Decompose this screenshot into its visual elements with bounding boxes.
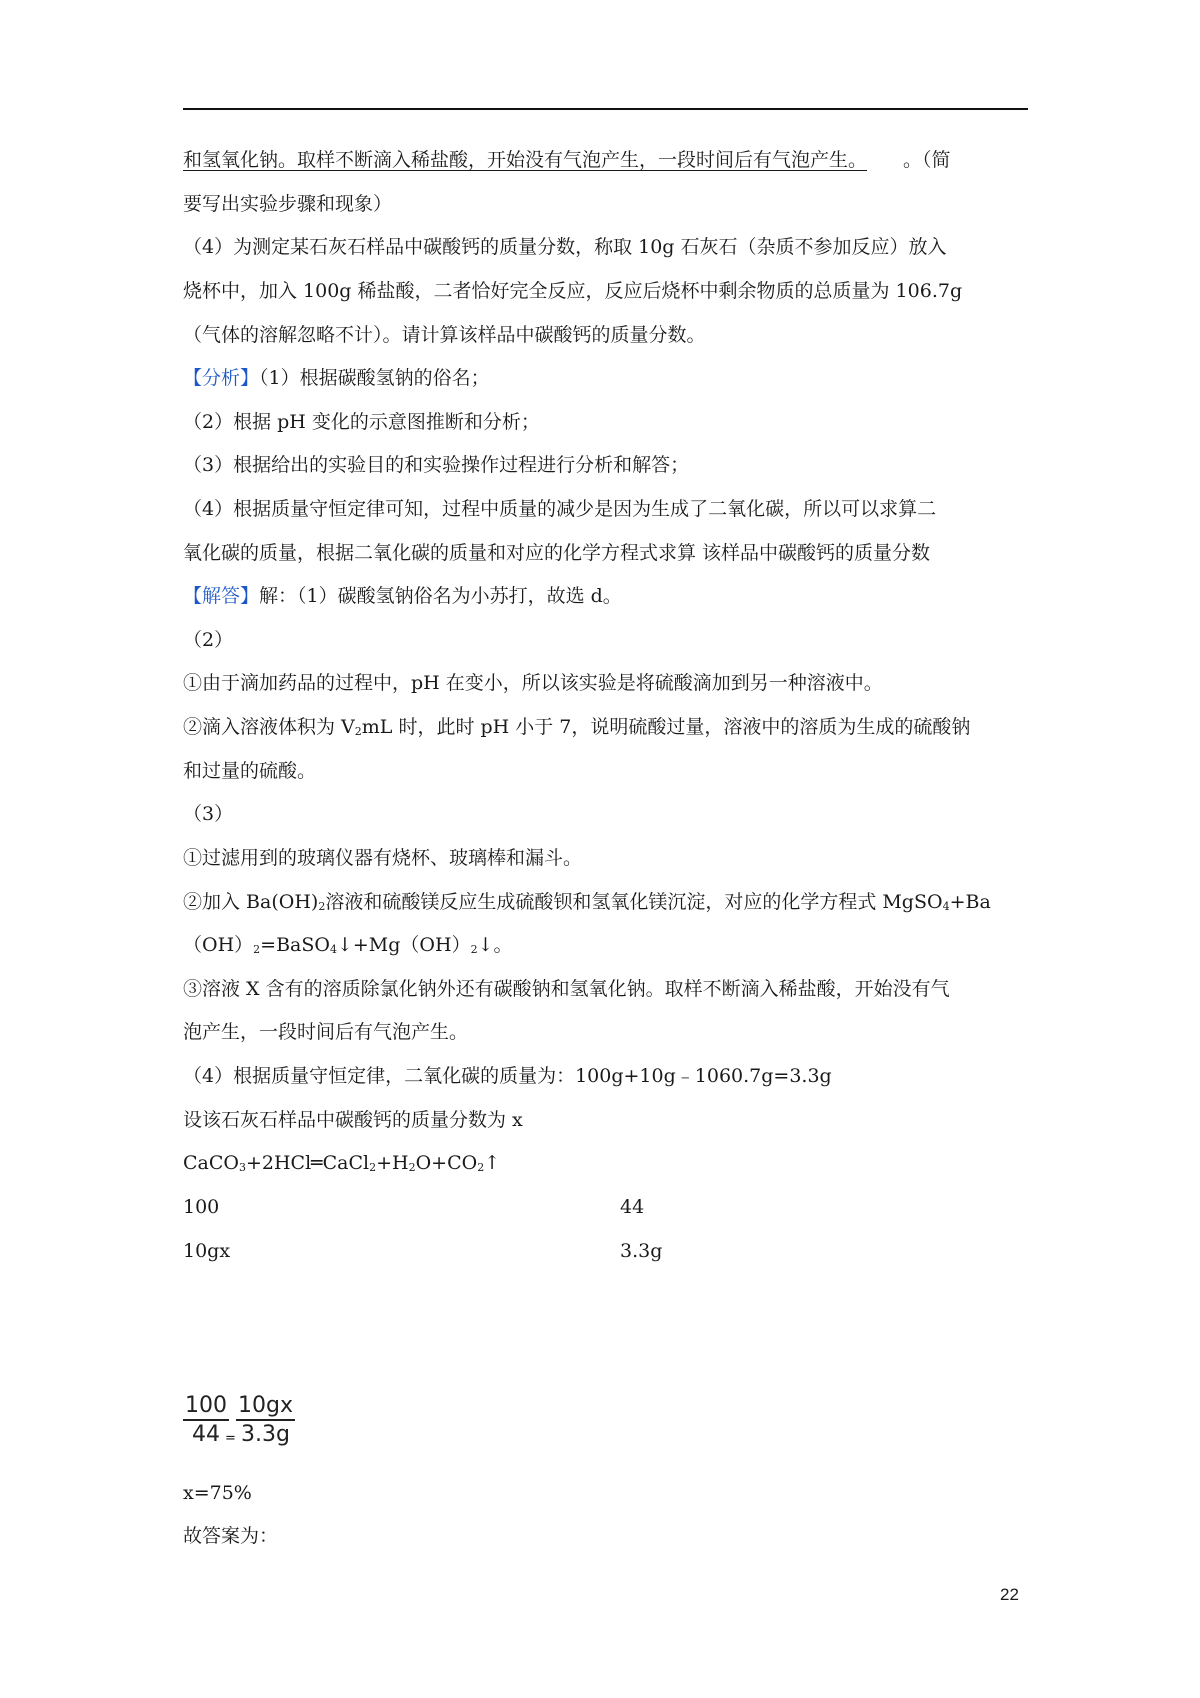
- chemical-equation: $CaCO_3+2HCl═CaCl_2+H_2O+CO_2↑$: [183, 1152, 501, 1174]
- text-line: （4）为测定某石灰石样品中碳酸钙的质量分数，称取 10g 石灰石（杂质不参加反应）放入: [183, 236, 947, 258]
- fraction-right: $\frac{10gx}{3.3g}$: [238, 1393, 293, 1447]
- text-line: ②滴入溶液体积为 $V_2mL$ 时，此时 pH 小于 7，说明硫酸过量，溶液中的溶质为生成的硫酸钠: [183, 716, 971, 738]
- ratio-left-1: 100: [183, 1196, 220, 1218]
- text-line: 【分析】（1）根据碳酸氢钠的俗名；: [183, 367, 490, 389]
- text-line: （气体的溶解忽略不计）。请计算该样品中碳酸钙的质量分数。: [183, 324, 706, 346]
- text-line: （3）根据给出的实验目的和实验操作过程进行分析和解答；: [183, 454, 690, 476]
- text-line: 故答案为：: [183, 1525, 279, 1547]
- text-line: $(OH)_2=BaSO_4↓+Mg(OH)_2↓$。: [183, 934, 513, 956]
- text-line: 泡产生，一段时间后有气泡产生。: [183, 1021, 469, 1043]
- analysis-tag: 【分析】: [183, 367, 260, 389]
- fraction-left: $\frac{100}{44}$: [185, 1393, 227, 1447]
- ratio-right-1: 44: [620, 1196, 645, 1218]
- text-line: （2）根据 pH 变化的示意图推断和分析；: [183, 411, 540, 433]
- text-line: ①由于滴加药品的过程中，pH 在变小，所以该实验是将硫酸滴加到另一种溶液中。: [183, 672, 883, 694]
- solution-tag: 【解答】: [183, 585, 260, 607]
- result-line: x=75%: [183, 1482, 252, 1504]
- header-rule: [183, 108, 1028, 110]
- text-line: 要写出实验步骤和现象）: [183, 193, 393, 215]
- text-line: ③溶液 X 含有的溶质除氯化钠外还有碳酸钠和氢氧化钠。取样不断滴入稀盐酸，开始没有气: [183, 978, 950, 1000]
- text-line: ②加入 $Ba(OH)_2$溶液和硫酸镁反应生成硫酸钡和氢氧化镁沉淀，对应的化学方程式 MgSO$_4$+Ba: [183, 891, 991, 913]
- text-line: （4）根据质量守恒定律可知，过程中质量的减少是因为生成了二氧化碳，所以可以求算二: [183, 498, 937, 520]
- underlined-answer: 和氢氧化钠。取样不断滴入稀盐酸，开始没有气泡产生，一段时间后有气泡产生。: [183, 149, 868, 171]
- text-line: 【解答】解：（1）碳酸氢钠俗名为小苏打，故选 d。: [183, 585, 622, 607]
- text-line: 烧杯中，加入 100g 稀盐酸，二者恰好完全反应，反应后烧杯中剩余物质的总质量为 106.7g: [183, 280, 963, 302]
- proportion-fraction: $\frac{100}{44}$ = $\frac{10gx}{3.3g}$: [185, 1393, 293, 1447]
- text-line: 设该石灰石样品中碳酸钙的质量分数为 x: [183, 1109, 523, 1131]
- ratio-right-2: 3.3g: [620, 1240, 663, 1262]
- ratio-left-2: 10gx: [183, 1240, 231, 1262]
- text-line: 氧化碳的质量，根据二氧化碳的质量和对应的化学方程式求算 该样品中碳酸钙的质量分数: [183, 542, 931, 564]
- text-line: ①过滤用到的玻璃仪器有烧杯、玻璃棒和漏斗。: [183, 847, 583, 869]
- page-number: 22: [1000, 1585, 1019, 1604]
- text-line: （4）根据质量守恒定律，二氧化碳的质量为：100g+10g﹣1060.7g=3.3g: [183, 1065, 832, 1087]
- text-line: 和过量的硫酸。: [183, 760, 317, 782]
- text-line: （2）: [183, 629, 234, 651]
- text-line: 和氢氧化钠。取样不断滴入稀盐酸，开始没有气泡产生，一段时间后有气泡产生。 。（简: [183, 149, 951, 171]
- text-line: （3）: [183, 803, 234, 825]
